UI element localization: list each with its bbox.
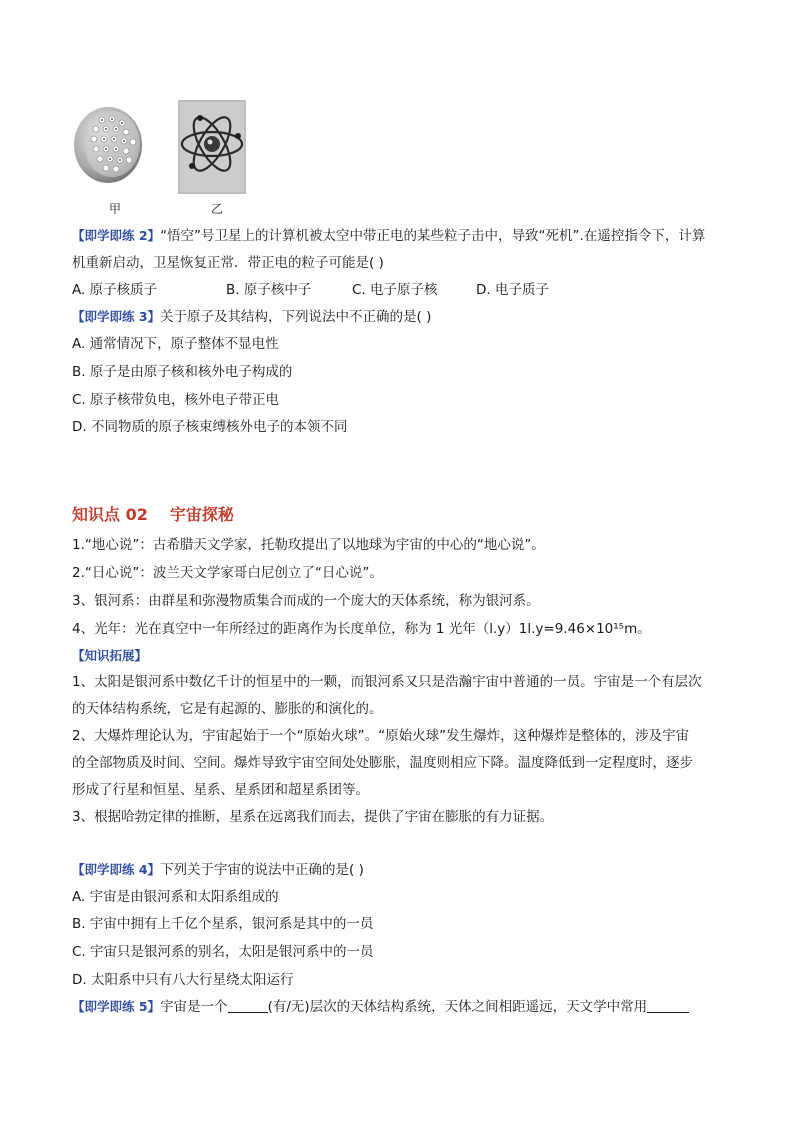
- q4-stem-text: 下列关于宇宙的说法中正确的是( ): [160, 862, 364, 878]
- extension-p1-line-2: 的天体结构系统，它是有起源的、膨胀的和演化的。: [72, 701, 383, 717]
- q2-option-a[interactable]: A. 原子核质子: [72, 282, 158, 298]
- figure-caption-b: 乙: [210, 202, 223, 216]
- q3-tag: 【即学即练 3】: [72, 309, 161, 324]
- q3-option-c[interactable]: C. 原子核带负电，核外电子带正电: [72, 392, 280, 408]
- point-heliocentric: 2.“日心说”：波兰天文学家哥白尼创立了“日心说”。: [72, 565, 383, 581]
- q2-options: [72, 280, 722, 300]
- atom-model-figures: [72, 100, 272, 218]
- q4-tag: 【即学即练 4】: [72, 862, 161, 877]
- q5-part-1: 宇宙是一个: [160, 999, 228, 1015]
- point-light-year: 4、光年：光在真空中一年所经过的距离作为长度单位，称为 1 光年（l.y）1l.y=9.46×10¹⁵m。: [72, 621, 651, 637]
- q5-part-2: (有/无)层次的天体结构系统，天体之间相距遥远，天文学中常用: [267, 999, 648, 1015]
- q4-option-c[interactable]: C. 宇宙只是银河系的别名，太阳是银河系中的一员: [72, 944, 374, 960]
- q3-option-a[interactable]: A. 通常情况下，原子整体不显电性: [72, 336, 279, 352]
- extension-p2-line-2: 的全部物质及时间、空间。爆炸导致宇宙空间处处膨胀，温度则相应下降。温度降低到一定程度时，逐步: [72, 755, 693, 771]
- q3-stem: [72, 307, 722, 327]
- extension-tag: 【知识拓展】: [72, 648, 148, 663]
- q4-stem: [72, 860, 722, 880]
- q4-option-d[interactable]: D. 太阳系中只有八大行星绕太阳运行: [72, 972, 294, 988]
- q5-tag: 【即学即练 5】: [72, 999, 161, 1014]
- q5-stem: [72, 997, 722, 1017]
- q2-option-b[interactable]: B. 原子核中子: [226, 282, 312, 298]
- q2-option-c[interactable]: C. 电子原子核: [352, 282, 438, 298]
- q5-blank-2[interactable]: [647, 998, 689, 1013]
- section-name: 宇宙探秘: [169, 505, 234, 524]
- q3-option-b[interactable]: B. 原子是由原子核和核外电子构成的: [72, 364, 293, 380]
- section-number: 知识点 02: [72, 505, 148, 524]
- q2-stem-line-1: “悟空”号卫星上的计算机被太空中带正电的某些粒子击中，导致“死机”.在遥控指令下，计算: [160, 228, 706, 244]
- q3-option-d[interactable]: D. 不同物质的原子核束缚核外电子的本领不同: [72, 419, 348, 435]
- q4-option-a[interactable]: A. 宇宙是由银河系和太阳系组成的: [72, 889, 279, 905]
- extension-p2-line-3: 形成了行星和恒星、星系、星系团和超星系团等。: [72, 782, 369, 798]
- extension-heading: [72, 646, 722, 666]
- point-milky-way: 3、银河系：由群星和弥漫物质集合而成的一个庞大的天体系统，称为银河系。: [72, 593, 540, 609]
- q5-blank-1[interactable]: [228, 998, 268, 1013]
- section-heading: [72, 502, 234, 525]
- q2-line-1: [72, 226, 722, 246]
- q3-stem-text: 关于原子及其结构，下列说法中不正确的是( ): [160, 309, 432, 325]
- extension-p2-line-1: 2、大爆炸理论认为，宇宙起始于一个“原始火球”。“原始火球”发生爆炸，这种爆炸是整体的，涉及宇宙: [72, 728, 690, 744]
- plum-pudding-model-image: [72, 100, 144, 190]
- figure-caption-a: 甲: [108, 202, 121, 216]
- q2-stem-line-2: 机重新启动，卫星恢复正常．带正电的粒子可能是( ): [72, 255, 384, 271]
- q2-option-d[interactable]: D. 电子质子: [476, 282, 549, 298]
- point-geocentric: 1.“地心说”：古希腊天文学家，托勒玫提出了以地球为宇宙的中心的“地心说”。: [72, 537, 545, 553]
- q2-tag: 【即学即练 2】: [72, 228, 161, 243]
- extension-p3: 3、根据哈勃定律的推断，星系在远离我们而去，提供了宇宙在膨胀的有力证据。: [72, 809, 554, 825]
- extension-p1-line-1: 1、太阳是银河系中数亿千计的恒星中的一颗，而银河系又只是浩瀚宇宙中普通的一员。宇宙是一个有层次: [72, 674, 702, 690]
- q4-option-b[interactable]: B. 宇宙中拥有上千亿个星系，银河系是其中的一员: [72, 916, 374, 932]
- nuclear-model-image: [178, 100, 246, 194]
